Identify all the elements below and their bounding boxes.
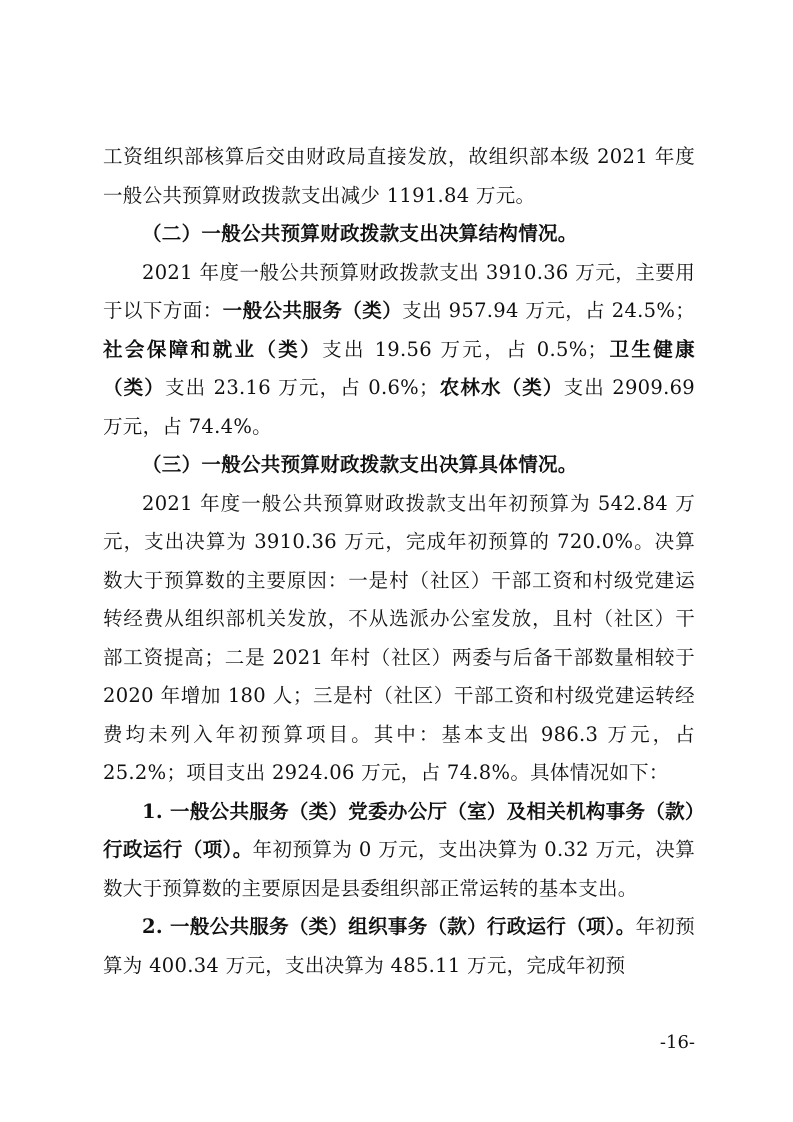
item-1-text: 年初预算为 0 万元，支出决算为 0.32 万元，决算数大于预算数的主要原因是县委组织部正常运转的基本支出。 bbox=[103, 838, 695, 900]
section-heading-details: （三）一般公共预算财政拨款支出决算具体情况。 bbox=[142, 453, 578, 476]
document-body bbox=[103, 138, 695, 985]
item-2-title: 2. 一般公共服务（类）组织事务（款）行政运行（项）。 bbox=[142, 915, 636, 938]
category-social-security-value: 支出 19.56 万元，占 0.5%； bbox=[322, 337, 608, 361]
item-1-paragraph bbox=[103, 793, 695, 909]
category-agriculture-value: 支出 2909.69 万元，占 74.4%。 bbox=[103, 376, 695, 438]
lead-text: 工资组织部核算后交由财政局直接发放，故组织部本级 2021 年度一般公共预算财政拨款支出减少 1191.84 万元。 bbox=[103, 145, 695, 207]
category-general-public-services-value: 支出 957.94 万元，占 24.5%； bbox=[402, 299, 695, 322]
item-1-title: 1. 一般公共服务（类）党委办公厅（室）及相关机构事务（款）行政运行（项）。 bbox=[103, 799, 695, 861]
category-health-value: 支出 23.16 万元，占 0.6%； bbox=[164, 376, 439, 399]
lead-paragraph bbox=[103, 138, 695, 215]
category-agriculture: 农林水（类） bbox=[438, 376, 564, 399]
category-social-security: 社会保障和就业（类） bbox=[103, 337, 323, 361]
category-health: 卫生健康（类） bbox=[103, 337, 695, 399]
item-2-paragraph bbox=[103, 908, 695, 985]
section-heading-structure: （二）一般公共预算财政拨款支出决算结构情况。 bbox=[142, 222, 578, 245]
page-number: -16- bbox=[659, 1032, 695, 1053]
item-2-text: 年初预算为 400.34 万元，支出决算为 485.11 万元，完成年初预 bbox=[103, 915, 696, 977]
structure-paragraph bbox=[103, 254, 695, 447]
structure-intro: 2021 年度一般公共预算财政拨款支出 3910.36 万元，主要用于以下方面： bbox=[103, 260, 695, 322]
category-general-public-services: 一般公共服务（类） bbox=[222, 299, 403, 322]
details-paragraph: 2021 年度一般公共预算财政拨款支出年初预算为 542.84 万元，支出决算为 3910.36 万元，完成年初预算的 720.0%。决算数大于预算数的主要原因：一是村（社区）干部工资和村级党建运转经费从组织部机关发放，不从选派办公室发放，且村（社区）干部工资提高；二是 2021 年村（社区）两委与后备干部数量相较于 2020 年增加 180 人；三是村（社区）干部工资和村级党建运转经费均未列入年初预算项目。其中：基本支出 986.3 万元，占 25.2%；项目支出 2924.06 万元，占 74.8%。具体情况如下： bbox=[103, 491, 695, 784]
